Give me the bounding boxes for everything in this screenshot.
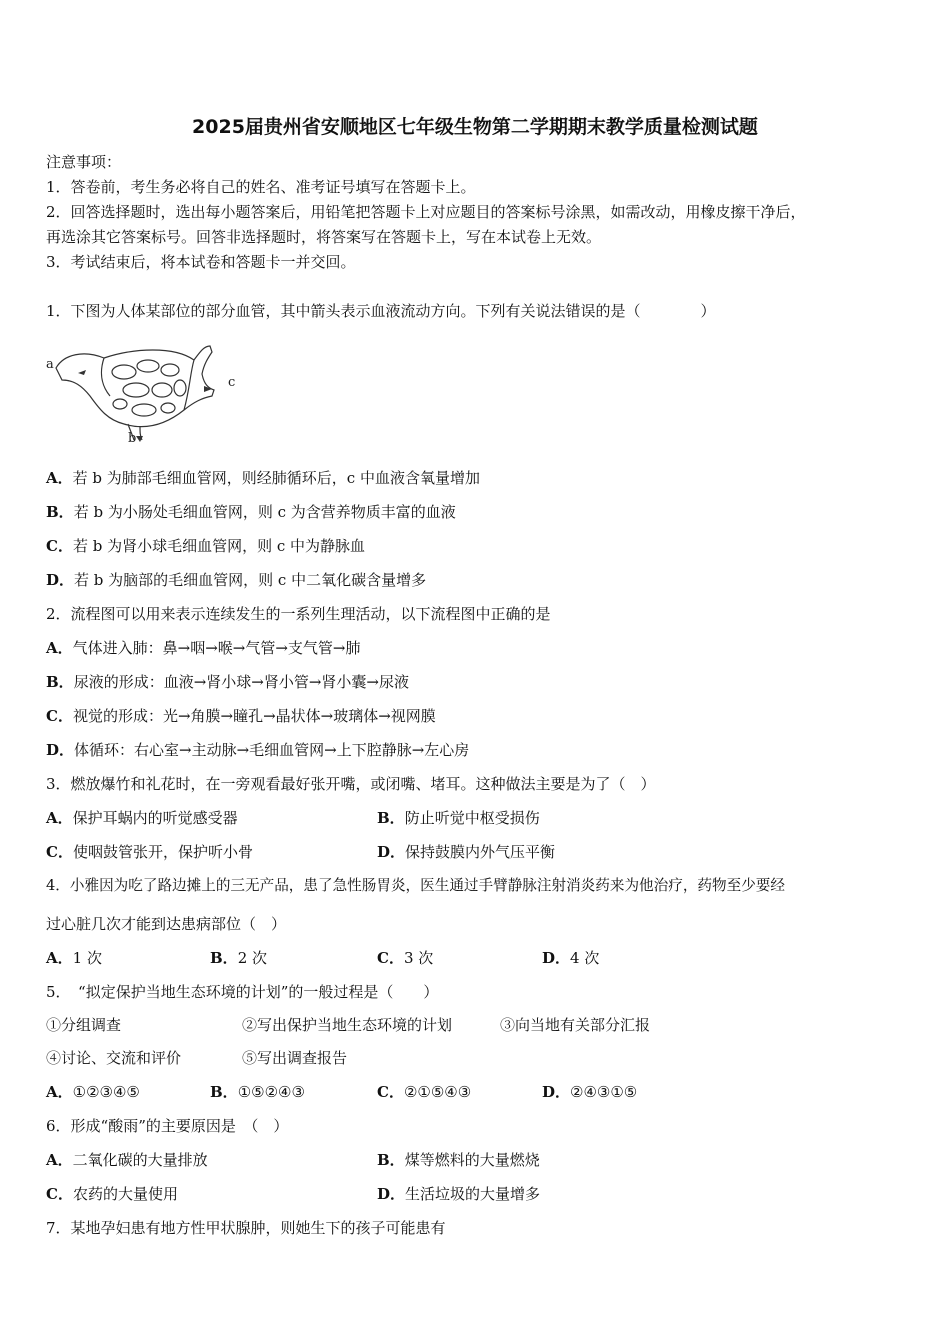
option-text: ②①⑤④③ xyxy=(403,1083,472,1101)
option xyxy=(377,808,540,828)
page-title: 2025届贵州省安顺地区七年级生物第二学期期末教学质量检测试题 xyxy=(192,116,758,138)
option-letter: C． xyxy=(377,1083,404,1101)
option-letter: A． xyxy=(46,639,73,657)
option-text: 保护耳蜗内的听觉感受器 xyxy=(72,809,238,827)
option xyxy=(377,1150,540,1170)
option-letter: A． xyxy=(46,1151,73,1169)
option-letter: C． xyxy=(46,707,73,725)
option-letter: A． xyxy=(46,809,73,827)
option-text: 1 次 xyxy=(72,949,102,967)
question-stem-6: 6．形成“酸雨”的主要原因是 （ ） xyxy=(46,1117,289,1135)
option-letter: A． xyxy=(46,949,73,967)
option-letter: D． xyxy=(46,571,75,589)
option-text: 若 b 为肾小球毛细血管网，则 c 中为静脉血 xyxy=(72,537,366,555)
option-text: 保持鼓膜内外气压平衡 xyxy=(405,843,556,861)
option-letter: A． xyxy=(46,1083,73,1101)
option xyxy=(46,1082,140,1102)
step-item: ①分组调查 xyxy=(46,1016,122,1034)
option xyxy=(377,948,433,968)
figure-label-c: c xyxy=(228,375,236,390)
option-text: ②④③①⑤ xyxy=(570,1083,638,1101)
notice-item: 2．回答选择题时，选出每小题答案后，用铅笔把答题卡上对应题目的答案标号涂黑，如需改动，用橡皮擦干净后， xyxy=(46,203,806,221)
option xyxy=(377,842,555,862)
notice-item: 1．答卷前，考生务必将自己的姓名、准考证号填写在答题卡上。 xyxy=(46,178,476,196)
question-stem-7: 7．某地孕妇患有地方性甲状腺肿，则她生下的孩子可能患有 xyxy=(46,1219,446,1237)
question-stem-2: 2．流程图可以用来表示连续发生的一系列生理活动，以下流程图中正确的是 xyxy=(46,605,551,623)
option xyxy=(46,468,480,488)
option-text: 视觉的形成：光→角膜→瞳孔→晶状体→玻璃体→视网膜 xyxy=(72,707,436,725)
option-letter: B． xyxy=(377,1151,405,1169)
figure-label-b: b xyxy=(128,431,137,446)
option-letter: A． xyxy=(46,469,73,487)
option-text: 4 次 xyxy=(570,949,600,967)
option xyxy=(377,1082,471,1102)
question-stem-4: 4．小雅因为吃了路边摊上的三无产品，患了急性肠胃炎，医生通过手臂静脉注射消炎药来为他治疗，药物至少要经 xyxy=(46,877,785,894)
option xyxy=(46,1150,208,1170)
option-letter: B． xyxy=(46,503,74,521)
option xyxy=(210,1082,305,1102)
option xyxy=(46,672,409,692)
question-stem-4-cont: 过心脏几次才能到达患病部位（ ） xyxy=(46,915,287,933)
option xyxy=(46,808,238,828)
option-letter: B． xyxy=(377,809,405,827)
step-item: ③向当地有关部分汇报 xyxy=(500,1016,651,1034)
blood-vessel-diagram xyxy=(44,340,244,450)
option xyxy=(46,842,253,862)
option-letter: D． xyxy=(542,949,571,967)
option-letter: B． xyxy=(210,949,238,967)
notice-heading: 注意事项： xyxy=(46,153,122,171)
option-letter: B． xyxy=(210,1083,238,1101)
option-text: 若 b 为小肠处毛细血管网，则 c 为含营养物质丰富的血液 xyxy=(73,503,456,521)
option-text: 气体进入肺：鼻→咽→喉→气管→支气管→肺 xyxy=(72,639,361,657)
option-letter: C． xyxy=(46,537,73,555)
option-text: 煤等燃料的大量燃烧 xyxy=(404,1151,540,1169)
option-text: 使咽鼓管张开，保护听小骨 xyxy=(72,843,253,861)
step-item: ②写出保护当地生态环境的计划 xyxy=(242,1016,453,1034)
option xyxy=(46,740,469,760)
figure-label-a: a xyxy=(46,357,54,372)
option-text: ①⑤②④③ xyxy=(237,1083,305,1101)
option-text: 若 b 为肺部毛细血管网，则经肺循环后，c 中血液含氧量增加 xyxy=(72,469,480,487)
option xyxy=(46,536,365,556)
option-letter: D． xyxy=(46,741,75,759)
option xyxy=(210,948,267,968)
option xyxy=(542,948,599,968)
option-letter: B． xyxy=(46,673,74,691)
option-text: 生活垃圾的大量增多 xyxy=(405,1185,541,1203)
option xyxy=(46,706,436,726)
option xyxy=(542,1082,637,1102)
option-text: 2 次 xyxy=(237,949,267,967)
question-stem-1: 1．下图为人体某部位的部分血管，其中箭头表示血液流动方向。下列有关说法错误的是（ ） xyxy=(46,302,716,320)
option-text: 二氧化碳的大量排放 xyxy=(72,1151,208,1169)
option-text: ①②③④⑤ xyxy=(72,1083,140,1101)
question-stem-3: 3．燃放爆竹和礼花时，在一旁观看最好张开嘴，或闭嘴、堵耳。这种做法主要是为了（ ） xyxy=(46,775,656,793)
option-text: 防止听觉中枢受损伤 xyxy=(404,809,540,827)
option-letter: D． xyxy=(377,843,406,861)
option xyxy=(46,1184,178,1204)
option-text: 若 b 为脑部的毛细血管网，则 c 中二氧化碳含量增多 xyxy=(74,571,427,589)
step-item: ⑤写出调查报告 xyxy=(242,1049,348,1067)
option xyxy=(46,502,456,522)
option-letter: C． xyxy=(46,1185,73,1203)
option-text: 3 次 xyxy=(403,949,434,967)
option xyxy=(46,638,360,658)
option-letter: C． xyxy=(377,949,404,967)
option-text: 农药的大量使用 xyxy=(72,1185,178,1203)
step-item: ④讨论、交流和评价 xyxy=(46,1049,182,1067)
option-letter: D． xyxy=(377,1185,406,1203)
option xyxy=(377,1184,540,1204)
option xyxy=(46,948,102,968)
option-letter: C． xyxy=(46,843,73,861)
option-text: 体循环：右心室→主动脉→毛细血管网→上下腔静脉→左心房 xyxy=(74,741,470,759)
option xyxy=(46,570,426,590)
notice-item: 再选涂其它答案标号。回答非选择题时，将答案写在答题卡上，写在本试卷上无效。 xyxy=(46,228,602,246)
option-letter: D． xyxy=(542,1083,571,1101)
question-stem-5: 5． “拟定保护当地生态环境的计划”的一般过程是（ ） xyxy=(46,983,439,1001)
notice-item: 3．考试结束后，将本试卷和答题卡一并交回。 xyxy=(46,253,356,271)
option-text: 尿液的形成：血液→肾小球→肾小管→肾小囊→尿液 xyxy=(73,673,409,691)
